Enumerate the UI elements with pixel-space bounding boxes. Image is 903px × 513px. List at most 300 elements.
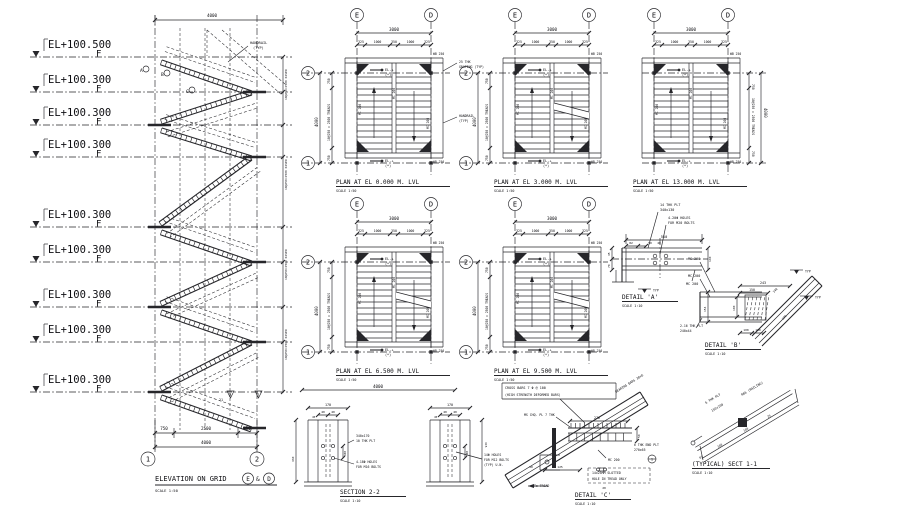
cad-line [231, 84, 233, 89]
cad-label: 350 [391, 229, 397, 233]
cad-label: 14x25MM SLOTTED [592, 471, 621, 475]
grid-bubble-label: 2 [254, 455, 260, 464]
cad-line [165, 387, 255, 419]
cad-label: C [186, 90, 189, 95]
cad-label: 750 [751, 84, 755, 90]
level-suffix: F [96, 149, 102, 160]
level-suffix: F [96, 219, 102, 230]
cad-line [236, 86, 238, 91]
cad-line [208, 76, 210, 81]
cad-circle [321, 444, 324, 447]
cad-line [216, 145, 217, 150]
cad-label: (TYP) [459, 119, 469, 123]
cad-label: 3000 [546, 27, 558, 32]
grid-bubble-label: E [354, 11, 360, 20]
cad-line [196, 195, 199, 199]
cad-line [189, 240, 191, 245]
grid-bubble-label: 2 [305, 258, 311, 267]
cad-line [505, 475, 513, 488]
cad-label: 150x100 [710, 402, 725, 413]
cad-label: 750 [327, 344, 331, 350]
plan-view-0 [302, 9, 485, 194]
cad-line [194, 71, 196, 76]
cad-circle [321, 456, 324, 459]
cad-line [184, 204, 187, 208]
cad-line [184, 238, 186, 243]
cad-label: 1000 [703, 40, 712, 44]
level-suffix: F [96, 334, 102, 345]
level-label: EL+100.300 [48, 244, 112, 256]
cad-label: 10@250 = 2500 TREADS [485, 292, 489, 330]
cad-line [194, 241, 196, 246]
cad-rect [513, 350, 516, 353]
cad-circle [691, 441, 695, 445]
cad-line [163, 219, 166, 223]
cad-label: 240x44 [680, 329, 692, 333]
cad-line [231, 420, 233, 425]
cad-label: & [256, 476, 260, 483]
cad-label: 4000 [314, 306, 319, 316]
cad-label: 65 [698, 454, 704, 460]
cad-label: 40 [657, 241, 661, 245]
cad-label: (*) [385, 73, 392, 77]
cad-shape [577, 329, 589, 341]
cad-line [184, 403, 186, 408]
cad-label: BEARING BARS 30x6 [614, 373, 645, 394]
cad-line [660, 225, 666, 254]
cad-shape [357, 253, 369, 265]
cad-label: MC 200 [550, 276, 554, 288]
cad-label: EL.+ [385, 68, 394, 72]
cad-shape [654, 64, 666, 76]
cad-line [236, 347, 238, 351]
cad-label: WB 250 [591, 160, 603, 164]
cad-line [165, 232, 167, 237]
cad-label: 140 [771, 287, 779, 294]
cad-label: MC 200 [392, 87, 396, 99]
cad-shape [412, 136, 416, 142]
cad-line [212, 183, 215, 187]
cad-shape [33, 301, 40, 307]
cad-label: (TYP) [253, 46, 264, 50]
cad-shape [570, 325, 574, 331]
cad-line [765, 295, 769, 320]
cad-line [171, 131, 172, 136]
cad-shape [357, 140, 369, 152]
cad-line [175, 235, 177, 240]
cad-label: EL.+ [385, 257, 394, 261]
cad-rect [513, 71, 516, 74]
cad-label: 6 THK END PLT [634, 443, 659, 447]
cad-label: 140 [708, 256, 712, 262]
cad-line [162, 230, 252, 261]
cad-shape [515, 329, 527, 341]
cad-label: 2 [229, 393, 232, 398]
cad-line [160, 230, 162, 235]
cad-shape [794, 270, 799, 274]
cad-shape [33, 256, 40, 262]
cad-label: 45 [312, 415, 316, 419]
grid-bubble-label: D [586, 11, 592, 20]
view-scale: SCALE 1:10 [705, 352, 726, 356]
cad-circle [143, 66, 149, 72]
cad-label: MC 200 [723, 117, 727, 129]
cad-line [233, 168, 236, 172]
cad-label: 170 [446, 403, 454, 407]
cad-label: WB 250 [433, 160, 445, 164]
cad-label: (*) [543, 164, 550, 168]
level-label: EL+100.300 [48, 74, 112, 86]
cad-shape [530, 276, 534, 282]
cad-label: 350 [688, 40, 694, 44]
cad-line [749, 295, 753, 320]
cad-line [181, 134, 182, 139]
level-label: EL+100.500 [48, 39, 112, 51]
cad-line [227, 419, 229, 424]
cad-line [225, 98, 227, 103]
cad-label: 1000 [531, 229, 540, 233]
cad-line [812, 276, 822, 286]
cad-line [162, 310, 252, 341]
cad-line [170, 116, 172, 121]
cad-label: 82 [629, 241, 633, 245]
cad-label: 170 [324, 403, 332, 407]
cad-label: WB 250 [433, 349, 445, 353]
cad-label: 1000 [564, 229, 573, 233]
cad-label: 20 [602, 486, 606, 490]
level-suffix: F [96, 384, 102, 395]
level-suffix: F [96, 299, 102, 310]
cad-line [175, 210, 178, 214]
view-scale: SCALE 1:10 [622, 304, 643, 308]
grid-bubble-label: E [354, 200, 360, 209]
cad-label: WB 250 [730, 52, 742, 56]
cad-line [162, 395, 252, 427]
cad-shape [419, 140, 431, 152]
cad-circle [164, 70, 170, 76]
cad-shape [357, 64, 369, 76]
grid-bubble-label: 2 [305, 69, 311, 78]
cad-label: TYP [815, 295, 821, 300]
cad-line [203, 410, 205, 415]
cad-line [200, 366, 202, 370]
cad-line [753, 295, 757, 320]
cad-line [236, 422, 238, 427]
cad-line [220, 100, 222, 105]
cad-line [160, 315, 250, 346]
cad-line [184, 291, 186, 296]
view-title: SECTION 2-2 [340, 489, 380, 496]
cad-line [211, 144, 212, 149]
cad-line [175, 400, 177, 405]
cad-label: MC 200 [584, 117, 588, 129]
cad-shape [669, 87, 673, 93]
cad-shape [33, 221, 40, 227]
detail-a-view [607, 203, 712, 308]
cad-line [513, 405, 648, 488]
cad-line [191, 370, 193, 374]
cad-line [176, 133, 177, 138]
cad-line [223, 354, 225, 358]
elevation-view [30, 13, 292, 493]
cad-line [196, 368, 198, 372]
cad-label: 415 [484, 442, 488, 448]
cad-label: 430 [291, 456, 295, 462]
cad-line [227, 333, 229, 338]
cad-line [165, 51, 255, 82]
cad-line [189, 70, 191, 75]
cad-shape [577, 140, 589, 152]
cad-label: EL.+ [385, 348, 394, 352]
cad-line [184, 318, 186, 323]
cad-label: WB 250 [433, 52, 445, 56]
grid-bubble-label: D [586, 200, 592, 209]
cad-line [208, 326, 210, 331]
cad-line [187, 373, 189, 377]
cad-label: 3000 [685, 27, 697, 32]
cad-label: 14 THK PLT [660, 203, 681, 207]
cad-label: MC 200 [686, 282, 699, 286]
cad-line [160, 395, 162, 400]
cad-line [755, 279, 815, 339]
cad-line [170, 398, 172, 403]
cad-line [200, 106, 202, 111]
plan-view-3 [300, 198, 457, 393]
cad-label: 325 [582, 229, 588, 233]
cad-shape [577, 253, 589, 265]
cad-rect [587, 71, 590, 74]
cad-line [180, 113, 182, 118]
cad-label: 10@250 = 2500 TREADS [751, 98, 755, 136]
cad-line [198, 284, 200, 289]
cad-rect [513, 260, 516, 263]
cad-label: 750 [327, 267, 331, 273]
cad-line [160, 387, 162, 391]
cad-label: (TYP) U.N. [484, 463, 504, 467]
grid-bubble-label: E [651, 11, 657, 20]
cad-label: 4000 [763, 108, 768, 118]
cad-line [161, 128, 162, 133]
cad-label: 325 [424, 229, 430, 233]
cad-line [203, 325, 205, 330]
cad-label: 750 [485, 78, 489, 84]
view-scale: SCALE 1:50 [336, 378, 357, 382]
cad-label: 4000 [206, 13, 218, 18]
cad-label: HANDRAIL [250, 41, 268, 45]
cad-line [700, 279, 710, 297]
cad-label: 550 [660, 235, 668, 239]
cad-line [348, 440, 354, 443]
cad-line [216, 180, 219, 184]
cad-label: 325 [358, 40, 364, 44]
cad-shape [716, 140, 728, 152]
cad-line [203, 75, 205, 80]
cad-shape [33, 119, 40, 125]
cad-line [205, 105, 207, 110]
view-scale: SCALE 1:50 [336, 189, 357, 193]
cad-label: 1000 [406, 229, 415, 233]
cad-shape [419, 329, 431, 341]
cad-line [227, 253, 229, 258]
cad-shape [419, 64, 431, 76]
cad-shape [372, 276, 376, 282]
cad-line [198, 243, 200, 248]
level-suffix: F [96, 84, 102, 95]
cad-line [175, 114, 177, 119]
cad-rect [355, 161, 358, 164]
cad-line [241, 162, 244, 166]
cad-label: 4000 [472, 117, 477, 127]
cad-label: 2500 [200, 426, 212, 431]
cad-label: MC 200 [516, 103, 520, 115]
cad-line [188, 289, 190, 294]
cad-line [190, 110, 192, 115]
cad-label: 1000 [373, 229, 382, 233]
cad-rect [652, 71, 655, 74]
cad-label: 40 [453, 410, 457, 414]
cad-line [224, 174, 227, 178]
cad-line [198, 408, 200, 413]
cad-line [241, 345, 243, 349]
cad-label: MS CHQ. PL 7 THK [524, 413, 555, 417]
cad-shape [515, 253, 527, 265]
cad-line [175, 65, 177, 70]
cad-line [204, 189, 207, 193]
cad-label: 1000 [531, 40, 540, 44]
cad-line [226, 148, 227, 153]
cad-circle [331, 444, 334, 447]
cad-label: GRATING (TYP) [459, 65, 484, 69]
cad-line [209, 361, 211, 365]
view-title: PLAN AT EL 3.000 M. LVL [494, 179, 578, 186]
view-title: PLAN AT EL 6.500 M. LVL [336, 368, 420, 375]
cad-label: 325 [721, 40, 727, 44]
cad-label: 350 [391, 40, 397, 44]
cad-line [237, 165, 240, 169]
cad-rect [355, 260, 358, 263]
cad-label: WB 250 [591, 349, 603, 353]
cad-line [174, 295, 176, 300]
cad-label: (HIGH STRENGTH DEFORMED BARS) [505, 393, 561, 397]
cad-line [162, 265, 252, 306]
plan-view-4 [460, 198, 609, 383]
cad-circle [653, 254, 657, 258]
cad-label: (*) [543, 73, 550, 77]
cad-line [222, 251, 224, 256]
cad-line [165, 301, 255, 332]
cad-line [232, 350, 234, 354]
cad-label: 750 [160, 426, 168, 431]
cad-line [194, 321, 196, 326]
cad-line [160, 65, 250, 96]
cad-circle [443, 444, 446, 447]
cad-rect [426, 482, 474, 486]
cad-label: 100 [732, 305, 736, 311]
cad-label: 100 [716, 442, 724, 449]
riser-dim: 10@250=2500 RISER [284, 329, 288, 360]
cad-label: MC 200 [426, 306, 430, 318]
view-title: DETAIL 'C' [575, 492, 612, 499]
cad-label: 100 [742, 426, 750, 433]
riser-dim: 10@250=2500 RISER [284, 249, 288, 280]
cad-label: 276 [593, 416, 601, 420]
cad-line [217, 415, 219, 420]
cad-line [189, 320, 191, 325]
cad-label: 10@250 = 2500 TREADS [327, 292, 331, 330]
cad-line [230, 97, 232, 102]
cad-line [215, 102, 217, 107]
cad-label: HANDRAIL [459, 114, 475, 118]
cad-line [160, 119, 162, 124]
cad-line [556, 417, 570, 427]
cad-shape [357, 329, 369, 341]
cad-line [192, 198, 195, 202]
cad-label: 4-20Φ HOLES [668, 216, 691, 220]
grid-bubble-label: 1 [463, 348, 469, 357]
cad-label: MC 200 [608, 458, 620, 462]
cad-label: 2-16 THK PLT [680, 324, 704, 328]
cad-label: 340x130 [660, 208, 675, 212]
cad-line [200, 192, 203, 196]
cad-line [168, 278, 258, 319]
cad-label: 1000 [406, 40, 415, 44]
cad-line [752, 276, 812, 336]
cad-label: MC 200 [584, 306, 588, 318]
plan-view-2 [633, 9, 768, 194]
cad-line [505, 392, 640, 475]
cad-label: (*) [385, 353, 392, 357]
cad-line [165, 62, 167, 67]
cad-label: 1000 [564, 40, 573, 44]
cad-label: 25 THK [459, 60, 471, 64]
cad-line [236, 336, 238, 341]
grid-bubble-label: 1 [145, 455, 151, 464]
cad-label: 6 THK PLT [704, 392, 722, 405]
cad-line [203, 245, 205, 250]
cad-label: 1 [650, 457, 654, 462]
cad-shape [412, 325, 416, 331]
cad-label: (*) [682, 164, 689, 168]
cad-line [212, 414, 214, 419]
cad-line [171, 213, 174, 217]
cad-line [212, 278, 214, 283]
cad-label: 45 [607, 252, 611, 256]
cad-line [222, 81, 224, 86]
view-scale: SCALE 1:10 [575, 502, 596, 506]
cad-circle [664, 254, 668, 258]
cad-label: 270x65 [634, 448, 646, 452]
cad-label: (*) [385, 164, 392, 168]
cad-shape [577, 64, 589, 76]
cad-line [193, 407, 195, 412]
cad-label: 100 [465, 450, 469, 456]
cad-line [560, 399, 585, 423]
view-title: PLAN AT EL 9.500 M. LVL [494, 368, 578, 375]
view-scale: SCALE 1:10 [340, 499, 361, 503]
cad-line [334, 458, 354, 464]
cad-line [227, 83, 229, 88]
cad-line [217, 250, 219, 255]
cad-rect [355, 350, 358, 353]
cad-line [212, 78, 214, 83]
cad-label: (*) [385, 262, 392, 266]
cad-label: EL.+ [543, 257, 552, 261]
cad-label: MC 200 [426, 117, 430, 129]
cad-line [182, 375, 184, 379]
cad-label: MC 200 [655, 103, 659, 115]
cad-label: 350 [549, 40, 555, 44]
cad-label: 100 [780, 314, 788, 321]
